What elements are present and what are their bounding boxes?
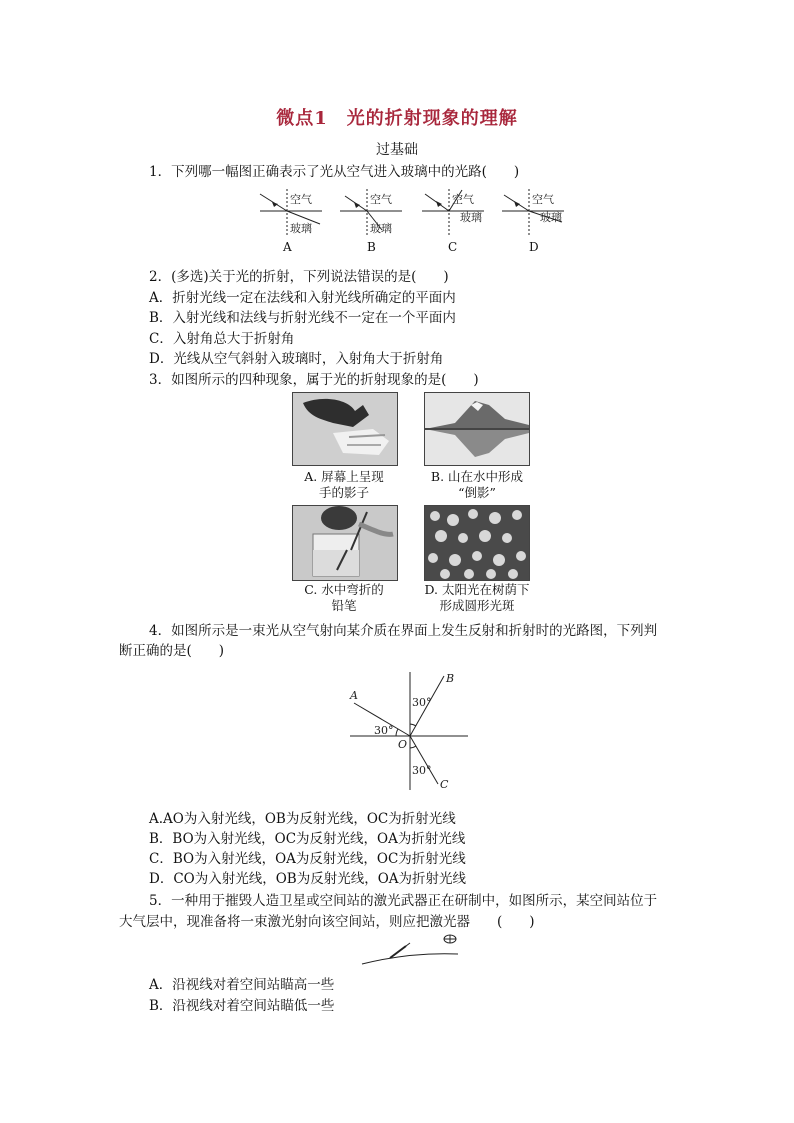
photo-mountain-reflection [424, 392, 530, 466]
photo-b-caption: B. 山在水中形成 “倒影” [430, 469, 524, 500]
q3-stem: 3．如图所示的四种现象，属于光的折射现象的是( ) [149, 372, 479, 388]
q4-option-d: D．CO为入射光线，OB为反射光线，OA为折射光线 [149, 871, 467, 887]
q2-option-a: A．折射光线一定在法线和入射光线所确定的平面内 [149, 290, 456, 306]
photo-bent-pencil [292, 505, 398, 581]
medium-glass-label: 玻璃 [290, 222, 312, 235]
arrow-icon [514, 201, 520, 207]
q2-option-c: C．入射角总大于折射角 [149, 331, 295, 347]
photo-d-caption: D. 太阳光在树荫下 形成圆形光斑 [424, 582, 530, 613]
q4-option-c: C．BO为入射光线，OA为反射光线，OC为折射光线 [149, 851, 466, 867]
q5-stem-line2: 大气层中，现准备将一束激光射向该空间站，则应把激光器 ( ) [119, 914, 535, 930]
point-a-label: A [350, 689, 358, 702]
q5-option-b: B．沿视线对着空间站瞄低一些 [149, 998, 335, 1014]
point-o-label: O [398, 738, 408, 751]
photo-hand-shadow [292, 392, 398, 466]
medium-glass-label: 玻璃 [460, 211, 482, 224]
q4-stem-line1: 4．如图所示是一束光从空气射向某介质在界面上发生反射和折射时的光路图，下列判 [149, 623, 658, 639]
q2-stem: 2．(多选)关于光的折射，下列说法错误的是( ) [149, 269, 449, 285]
medium-glass-label: 玻璃 [370, 222, 392, 235]
arrow-icon [272, 202, 278, 207]
space-station-icon [444, 935, 456, 943]
photo-light-spots [424, 505, 530, 581]
photo-a-caption: A. 屏幕上呈现 手的影子 [304, 469, 384, 500]
q2-option-b: B．入射光线和法线与折射光线不一定在一个平面内 [149, 310, 456, 326]
option-label-c: C [448, 240, 458, 254]
photo-c-caption: C. 水中弯折的 铅笔 [304, 582, 384, 613]
q4-ray-diagram [340, 668, 470, 792]
q5-laser-diagram [360, 932, 460, 968]
angle-label-ob: 30° [412, 696, 432, 709]
option-label-b: B [367, 240, 376, 254]
q4-option-a: A.AO为入射光线，OB为反射光线，OC为折射光线 [149, 811, 456, 827]
earth-surface-arc [362, 954, 458, 964]
q4-stem-line2: 断正确的是( ) [119, 643, 225, 659]
angle-label-ao: 30° [374, 724, 394, 737]
q1-stem: 1．下列哪一幅图正确表示了光从空气进入玻璃中的光路( ) [149, 164, 520, 180]
q5-option-a: A．沿视线对着空间站瞄高一些 [149, 977, 335, 993]
medium-glass-label: 玻璃 [540, 211, 562, 224]
point-b-label: B [446, 672, 455, 685]
medium-air-label: 空气 [290, 193, 312, 206]
q4-option-b: B．BO为入射光线，OC为反射光线，OA为折射光线 [149, 831, 466, 847]
point-c-label: C [440, 778, 449, 791]
option-label-d: D [529, 240, 539, 254]
medium-air-label: 空气 [532, 193, 554, 206]
q2-option-d: D．光线从空气斜射入玻璃时，入射角大于折射角 [149, 351, 444, 367]
q5-stem-line1: 5．一种用于摧毁人造卫星或空间站的激光武器正在研制中，如图所示，某空间站位于 [149, 893, 658, 909]
option-label-a: A [283, 240, 292, 254]
angle-label-oc: 30° [412, 764, 432, 777]
section-subtitle: 过基础 [376, 142, 418, 158]
medium-air-label: 空气 [452, 193, 474, 206]
q1-ray-diagrams [250, 186, 580, 256]
arrow-icon [354, 202, 360, 208]
page-title: 微点1 光的折射现象的理解 [276, 108, 518, 129]
arrow-icon [436, 201, 442, 207]
medium-air-label: 空气 [370, 193, 392, 206]
